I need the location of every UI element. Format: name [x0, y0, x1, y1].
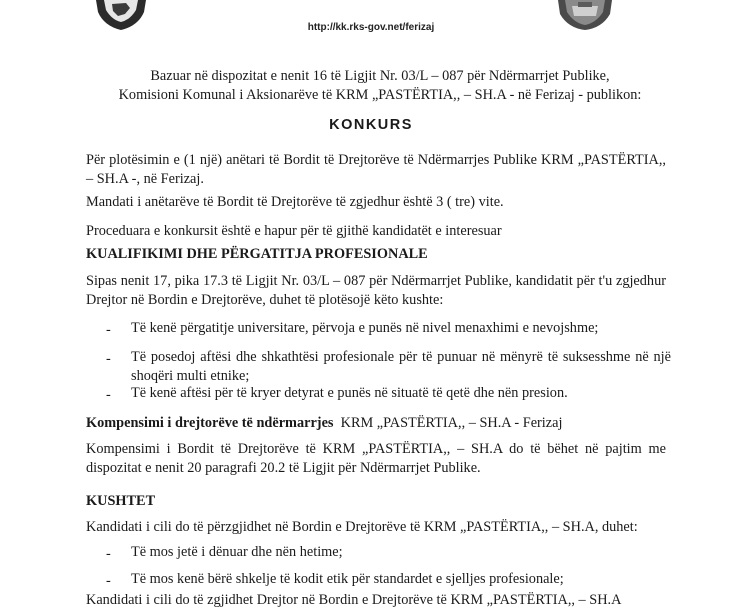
section-conditions-heading: KUSHTET [86, 493, 156, 509]
paragraph-mandate: Mandati i anëtarëve të Bordit të Drejtorëve të zgjedhur është 3 ( tre) vite. [86, 194, 504, 210]
document-title: KONKURS [329, 117, 413, 133]
section-conditions-cut-line: Kandidati i cili do të zgjidhet Drejtor në Bordin e Drejtorëve të KRM „PASTËRTIA,, – SH.A [86, 592, 622, 608]
list-item: Të mos jetë i dënuar dhe nën hetime; [131, 544, 343, 560]
list-item: Të posedoj aftësi dhe shkathtësi profesionale për të punuar në mënyrë të suksesshme në një shoqëri multi etnike; [131, 349, 671, 384]
section-compensation-text: Kompensimi i Bordit të Drejtorëve të KRM „PASTËRTIA,, – SH.A do të bëhet në pajtim me dispozitat e nenit 20 paragrafi 20.2 të Ligjit për Ndërmarrjet Publike. [86, 441, 666, 476]
list-item: Të mos kenë bërë shkelje të kodit etik për standardet e sjelljes profesionale; [131, 571, 564, 587]
paragraph-procedure: Proceduara e konkursit është e hapur për të gjithë kandidatët e interesuar [86, 223, 502, 239]
section-compensation-heading-suffix: KRM „PASTËRTIA,, – SH.A - Ferizaj [340, 415, 563, 431]
paragraph-position: Për plotësimin e (1 një) anëtari të Bordit të Drejtorëve të Ndërmarrjes Publike KRM „PASTËRTIA,, – SH.A -, në Ferizaj. [86, 152, 666, 187]
list-item: Të kenë përgatitje universitare, përvoja e punës në nivel menaxhimi e nevojshme; [131, 320, 599, 336]
section-qualification-heading: KUALIFIKIMI DHE PËRGATITJA PROFESIONALE [86, 246, 428, 262]
list-item-bullet: - [106, 546, 111, 562]
section-qualification-text: Sipas nenit 17, pika 17.3 të Ligjit Nr. 03/L – 087 për Ndërmarrjet Publike, kandidatit për t'u zgjedhur Drejtor në Bordin e Drejtorëve, duhet të plotësojë këto kushte: [86, 273, 666, 308]
list-item: Të kenë aftësi për të kryer detyrat e punës në situatë të qetë dhe nën presion. [131, 385, 568, 401]
section-compensation-heading [86, 414, 666, 433]
list-item-bullet: - [106, 387, 111, 403]
intro-line-2: Komisioni Komunal i Aksionarëve të KRM „PASTËRTIA,, – SH.A - në Ferizaj - publikon: [118, 87, 642, 103]
intro-line-1: Bazuar në dispozitat e nenit 16 të Ligjit Nr. 03/L – 087 për Ndërmarrjet Publike, [150, 68, 610, 84]
section-compensation-heading-bold: Kompensimi i drejtorëve të ndërmarrjes [86, 415, 334, 431]
header-url[interactable]: http://kk.rks-gov.net/ferizaj [307, 22, 435, 33]
list-item-bullet: - [106, 351, 111, 367]
list-item-bullet: - [106, 322, 111, 338]
list-item-bullet: - [106, 573, 111, 589]
section-conditions-text: Kandidati i cili do të përzgjidhet në Bordin e Drejtorëve të KRM „PASTËRTIA,, – SH.A, duhet: [86, 519, 638, 535]
